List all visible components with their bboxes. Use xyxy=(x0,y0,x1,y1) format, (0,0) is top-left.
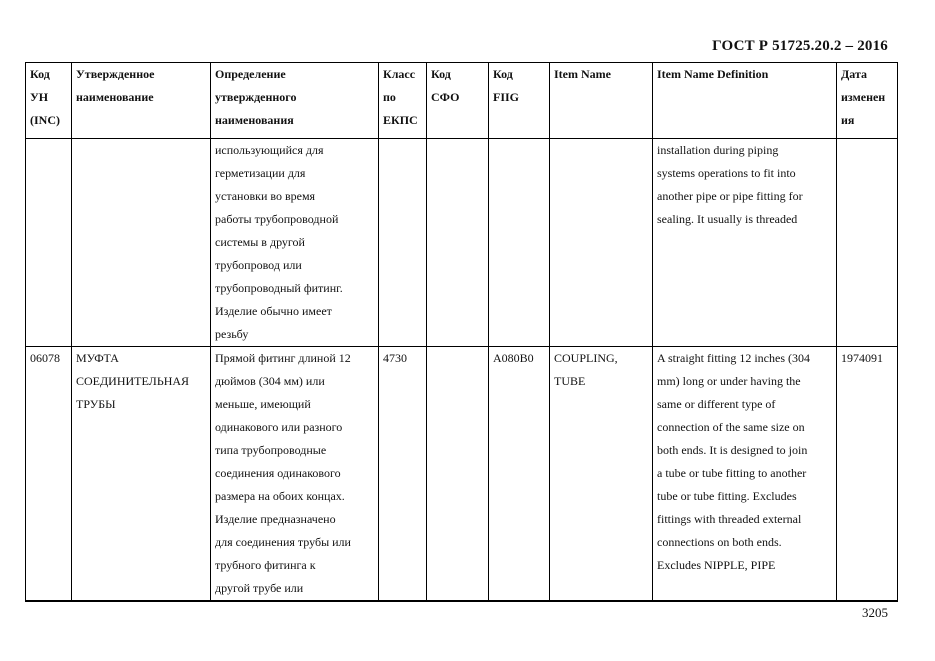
sfo-cell xyxy=(427,347,489,602)
col-header-approved-name: Утвержденное наименование xyxy=(72,63,211,139)
class-cell: 4730 xyxy=(379,347,427,602)
item-name-cell: COUPLING, TUBE xyxy=(550,347,653,602)
col-header-definition-ru: Определение утвержденного наименования xyxy=(211,63,379,139)
approved-name-cell: МУФТА СОЕДИНИТЕЛЬНАЯ ТРУБЫ xyxy=(72,347,211,602)
table-body xyxy=(26,139,898,602)
page-number: 3205 xyxy=(862,605,888,620)
document-header: ГОСТ Р 51725.20.2 – 2016 xyxy=(712,38,888,54)
data-table xyxy=(25,62,898,602)
definition-en-cell: A straight fitting 12 inches (304 mm) long or under having the same or different type of connection of the same size on both ends. It is designed to join a tube or tube fitting to another tube or tube fitting. Excludes fittings with threaded external connections on both ends. Excludes NIPPLE, PIPE xyxy=(653,347,837,602)
item-name-cell xyxy=(550,139,653,347)
fiig-cell xyxy=(489,139,550,347)
date-cell: 1974091 xyxy=(837,347,898,602)
col-header-fiig: Код FIIG xyxy=(489,63,550,139)
table-row xyxy=(26,139,898,347)
col-header-inc: Код УН (INC) xyxy=(26,63,72,139)
header-row xyxy=(26,63,898,139)
definition-ru-cell: Прямой фитинг длиной 12 дюймов (304 мм) или меньше, имеющий одинакового или разного типа трубопроводные соединения одинакового размера на обоих концах. Изделие предназначено для соединения трубы или трубного фитинга к другой трубе или xyxy=(211,347,379,602)
class-cell xyxy=(379,139,427,347)
table-row xyxy=(26,347,898,602)
col-header-date: Дата изменен ия xyxy=(837,63,898,139)
inc-cell xyxy=(26,139,72,347)
col-header-class: Класс по ЕКПС xyxy=(379,63,427,139)
col-header-definition-en: Item Name Definition xyxy=(653,63,837,139)
date-cell xyxy=(837,139,898,347)
definition-ru-cell: использующийся для герметизации для установки во время работы трубопроводной системы в другой трубопровод или трубопроводный фитинг. Изделие обычно имеет резьбу xyxy=(211,139,379,347)
definition-en-cell: installation during piping systems operations to fit into another pipe or pipe fitting for sealing. It usually is threaded xyxy=(653,139,837,347)
inc-cell: 06078 xyxy=(26,347,72,602)
col-header-item-name: Item Name xyxy=(550,63,653,139)
approved-name-cell xyxy=(72,139,211,347)
fiig-cell: A080B0 xyxy=(489,347,550,602)
sfo-cell xyxy=(427,139,489,347)
col-header-sfo: Код СФО xyxy=(427,63,489,139)
